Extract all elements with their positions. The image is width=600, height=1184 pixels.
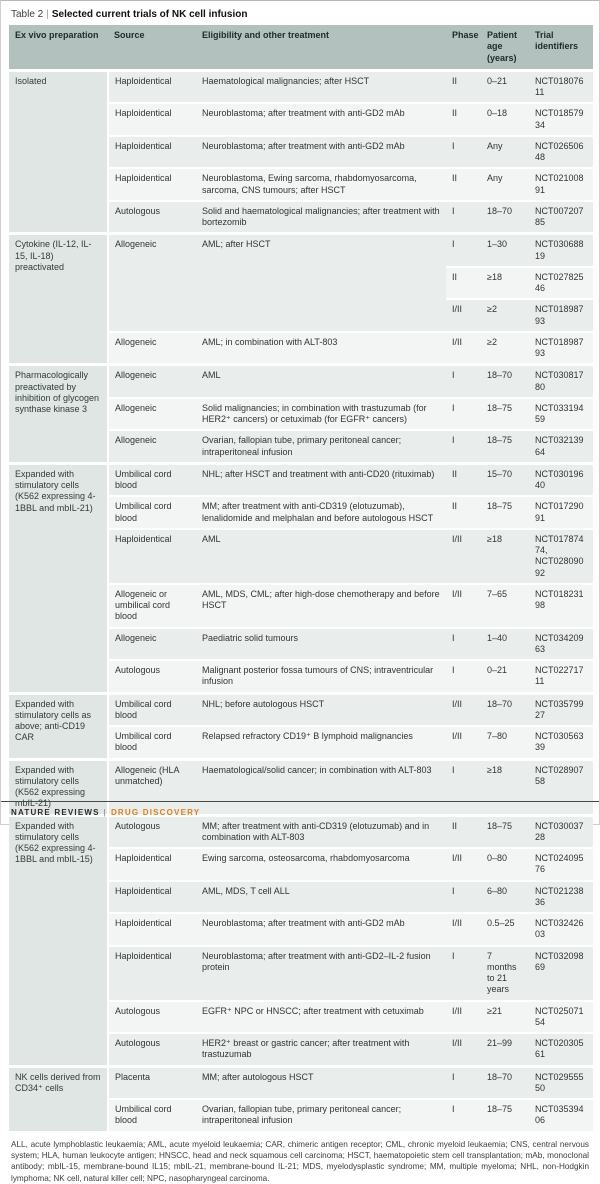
col-header-eligibility: Eligibility and other treatment bbox=[196, 25, 446, 70]
phase-cell: I bbox=[446, 660, 481, 693]
phase-cell: II bbox=[446, 103, 481, 136]
eligibility-cell: NHL; before autologous HSCT bbox=[196, 693, 446, 726]
eligibility-cell: AML bbox=[196, 365, 446, 398]
patient-age-cell: ≥18 bbox=[481, 267, 529, 300]
phase-cell: II bbox=[446, 463, 481, 496]
trial-identifier-cell: NCT02650648 bbox=[529, 136, 593, 169]
col-header-ex-vivo-preparation: Ex vivo preparation bbox=[9, 25, 108, 70]
patient-age-cell: ≥18 bbox=[481, 759, 529, 815]
eligibility-cell: AML, MDS, T cell ALL bbox=[196, 881, 446, 914]
eligibility-cell: NHL; after HSCT and treatment with anti-CD20 (rituximab) bbox=[196, 463, 446, 496]
eligibility-cell: Haematological malignancies; after HSCT bbox=[196, 70, 446, 103]
source-cell: Haploidentical bbox=[108, 136, 196, 169]
phase-cell: I bbox=[446, 365, 481, 398]
eligibility-cell: MM; after treatment with anti-CD319 (elotuzumab), lenalidomide and melphalan and before autologous HSCT bbox=[196, 496, 446, 529]
ex-vivo-preparation-cell: NK cells derived from CD34⁺ cells bbox=[9, 1066, 108, 1132]
col-header-trial-identifiers: Trial identifiers bbox=[529, 25, 593, 70]
trial-identifier-cell: NCT02890758 bbox=[529, 759, 593, 815]
phase-cell: I bbox=[446, 946, 481, 1001]
col-header-patient-age: Patient age (years) bbox=[481, 25, 529, 70]
phase-cell: I bbox=[446, 398, 481, 431]
table-row bbox=[9, 759, 593, 815]
table-row bbox=[9, 815, 593, 848]
patient-age-cell: 18–70 bbox=[481, 693, 529, 726]
source-cell: Haploidentical bbox=[108, 946, 196, 1001]
patient-age-cell: 1–30 bbox=[481, 234, 529, 267]
source-cell: Haploidentical bbox=[108, 70, 196, 103]
patient-age-cell: 18–75 bbox=[481, 815, 529, 848]
eligibility-cell: Relapsed refractory CD19⁺ B lymphoid malignancies bbox=[196, 726, 446, 759]
trial-identifier-cell: NCT03209869 bbox=[529, 946, 593, 1001]
ex-vivo-preparation-cell: Pharmacologically preactivated by inhibition of glycogen synthase kinase 3 bbox=[9, 365, 108, 464]
eligibility-cell: Ovarian, fallopian tube, primary peritoneal cancer; intraperitoneal infusion bbox=[196, 1099, 446, 1132]
source-cell: Haploidentical bbox=[108, 881, 196, 914]
phase-cell: II bbox=[446, 70, 481, 103]
patient-age-cell: 7–65 bbox=[481, 584, 529, 628]
ex-vivo-preparation-cell: Isolated bbox=[9, 70, 108, 234]
patient-age-cell: 0–80 bbox=[481, 848, 529, 881]
source-cell: Umbilical cord blood bbox=[108, 693, 196, 726]
phase-cell: I/II bbox=[446, 848, 481, 881]
phase-cell: I bbox=[446, 234, 481, 267]
trial-identifier-cell: NCT03539406 bbox=[529, 1099, 593, 1132]
trial-identifier-cell: NCT01898793 bbox=[529, 299, 593, 332]
journal-footer bbox=[11, 808, 200, 817]
table-row bbox=[9, 234, 593, 267]
eligibility-cell: Neuroblastoma; after treatment with anti-GD2–IL-2 fusion protein bbox=[196, 946, 446, 1001]
col-header-phase: Phase bbox=[446, 25, 481, 70]
trial-identifier-cell: NCT03056339 bbox=[529, 726, 593, 759]
eligibility-cell: Solid malignancies; in combination with trastuzumab (for HER2⁺ cancers) or cetuximab (for EGFR⁺ cancers) bbox=[196, 398, 446, 431]
trial-identifier-cell: NCT03003728 bbox=[529, 815, 593, 848]
patient-age-cell: ≥2 bbox=[481, 332, 529, 365]
trial-identifier-cell: NCT02782546 bbox=[529, 267, 593, 300]
patient-age-cell: 21–99 bbox=[481, 1033, 529, 1066]
phase-cell: I/II bbox=[446, 726, 481, 759]
source-cell: Umbilical cord blood bbox=[108, 1099, 196, 1132]
phase-cell: II bbox=[446, 496, 481, 529]
eligibility-cell: AML; after HSCT bbox=[196, 234, 446, 332]
eligibility-cell: EGFR⁺ NPC or HNSCC; after treatment with cetuximab bbox=[196, 1001, 446, 1034]
phase-cell: I/II bbox=[446, 913, 481, 946]
trial-identifier-cell: NCT02271711 bbox=[529, 660, 593, 693]
trial-identifier-cell: NCT03242603 bbox=[529, 913, 593, 946]
trial-identifier-cell: NCT02123836 bbox=[529, 881, 593, 914]
footer-separator: | bbox=[100, 808, 111, 817]
source-cell: Haploidentical bbox=[108, 913, 196, 946]
trial-identifier-cell: NCT01857934 bbox=[529, 103, 593, 136]
patient-age-cell: 0.5–25 bbox=[481, 913, 529, 946]
eligibility-cell: Neuroblastoma; after treatment with anti-GD2 mAb bbox=[196, 103, 446, 136]
phase-cell: I bbox=[446, 1066, 481, 1099]
trial-identifier-cell: NCT02507154 bbox=[529, 1001, 593, 1034]
eligibility-cell: HER2⁺ breast or gastric cancer; after treatment with trastuzumab bbox=[196, 1033, 446, 1066]
source-cell: Allogeneic bbox=[108, 332, 196, 365]
phase-cell: I bbox=[446, 628, 481, 661]
patient-age-cell: 0–21 bbox=[481, 660, 529, 693]
source-cell: Umbilical cord blood bbox=[108, 496, 196, 529]
eligibility-cell: MM; after autologous HSCT bbox=[196, 1066, 446, 1099]
source-cell: Autologous bbox=[108, 815, 196, 848]
trial-identifier-cell: NCT02409576 bbox=[529, 848, 593, 881]
trial-identifier-cell: NCT03019640 bbox=[529, 463, 593, 496]
phase-cell: I/II bbox=[446, 1033, 481, 1066]
source-cell: Autologous bbox=[108, 660, 196, 693]
eligibility-cell: Malignant posterior fossa tumours of CNS; intraventricular infusion bbox=[196, 660, 446, 693]
eligibility-cell: Solid and haematological malignancies; after treatment with bortezomib bbox=[196, 201, 446, 234]
col-header-source: Source bbox=[108, 25, 196, 70]
patient-age-cell: ≥21 bbox=[481, 1001, 529, 1034]
source-cell: Haploidentical bbox=[108, 103, 196, 136]
phase-cell: I/II bbox=[446, 1001, 481, 1034]
source-cell: Allogeneic (HLA unmatched) bbox=[108, 759, 196, 815]
trials-table bbox=[9, 25, 593, 1133]
patient-age-cell: 0–21 bbox=[481, 70, 529, 103]
source-cell: Autologous bbox=[108, 201, 196, 234]
patient-age-cell: 18–75 bbox=[481, 398, 529, 431]
eligibility-cell: Paediatric solid tumours bbox=[196, 628, 446, 661]
trial-identifier-cell: NCT02955550 bbox=[529, 1066, 593, 1099]
table-row bbox=[9, 70, 593, 103]
ex-vivo-preparation-cell: Expanded with stimulatory cells (K562 expressing 4-1BBL and mbIL-15) bbox=[9, 815, 108, 1066]
source-cell: Haploidentical bbox=[108, 848, 196, 881]
patient-age-cell: 15–70 bbox=[481, 463, 529, 496]
phase-cell: I/II bbox=[446, 584, 481, 628]
trial-identifier-cell: NCT01729091 bbox=[529, 496, 593, 529]
patient-age-cell: ≥2 bbox=[481, 299, 529, 332]
patient-age-cell: 1–40 bbox=[481, 628, 529, 661]
caption-separator: | bbox=[43, 9, 52, 20]
patient-age-cell: 18–75 bbox=[481, 430, 529, 463]
source-cell: Autologous bbox=[108, 1033, 196, 1066]
trial-identifier-cell: NCT02100891 bbox=[529, 168, 593, 201]
patient-age-cell: 18–75 bbox=[481, 1099, 529, 1132]
phase-cell: I bbox=[446, 136, 481, 169]
table-label: Table 2 bbox=[11, 9, 43, 20]
eligibility-cell: Neuroblastoma, Ewing sarcoma, rhabdomyosarcoma, sarcoma, CNS tumours; after HSCT bbox=[196, 168, 446, 201]
trial-identifier-cell: NCT02030561 bbox=[529, 1033, 593, 1066]
eligibility-cell: Haematological/solid cancer; in combination with ALT-803 bbox=[196, 759, 446, 815]
patient-age-cell: 6–80 bbox=[481, 881, 529, 914]
eligibility-cell: Neuroblastoma; after treatment with anti-GD2 mAb bbox=[196, 136, 446, 169]
trial-identifier-cell: NCT03081780 bbox=[529, 365, 593, 398]
phase-cell: II bbox=[446, 815, 481, 848]
source-cell: Allogeneic bbox=[108, 365, 196, 398]
patient-age-cell: 7–80 bbox=[481, 726, 529, 759]
source-cell: Allogeneic bbox=[108, 234, 196, 332]
patient-age-cell: ≥18 bbox=[481, 529, 529, 584]
trial-identifier-cell: NCT01787474, NCT02809092 bbox=[529, 529, 593, 584]
ex-vivo-preparation-cell: Expanded with stimulatory cells as above; anti-CD19 CAR bbox=[9, 693, 108, 759]
table-caption bbox=[9, 6, 591, 25]
ex-vivo-preparation-cell: Expanded with stimulatory cells (K562 expressing mbIL-21) bbox=[9, 759, 108, 815]
ex-vivo-preparation-cell: Cytokine (IL-12, IL-15, IL-18) preactivated bbox=[9, 234, 108, 365]
ex-vivo-preparation-cell: Expanded with stimulatory cells (K562 expressing 4-1BBL and mbIL-21) bbox=[9, 463, 108, 693]
trial-identifier-cell: NCT00720785 bbox=[529, 201, 593, 234]
phase-cell: I bbox=[446, 1099, 481, 1132]
abbreviations-footnote: ALL, acute lymphoblastic leukaemia; AML, acute myeloid leukaemia; CAR, chimeric antigen receptor; CML, chronic myeloid leukaemia; CNS, central nervous system; HLA, human leukocyte antigen; HNSCC, head and neck squamous cell carcinoma; HSCT, haematopoietic stem cell transplantation; mAb, monoclonal antibody; mbIL-15, membrane-bound IL15; mbIL-21, membrane-bound IL-21; MDS, myelodysplastic syndrome; MM, multiple myeloma; NHL, non-Hodgkin lymphoma; NK cell, natural killer cell; NPC, nasopharyngeal carcinoma. bbox=[9, 1133, 591, 1184]
phase-cell: I/II bbox=[446, 693, 481, 726]
phase-cell: II bbox=[446, 267, 481, 300]
source-cell: Placenta bbox=[108, 1066, 196, 1099]
trial-identifier-cell: NCT03068819 bbox=[529, 234, 593, 267]
source-cell: Umbilical cord blood bbox=[108, 726, 196, 759]
source-cell: Allogeneic bbox=[108, 430, 196, 463]
eligibility-cell: AML bbox=[196, 529, 446, 584]
phase-cell: I/II bbox=[446, 529, 481, 584]
source-cell: Haploidentical bbox=[108, 168, 196, 201]
trial-identifier-cell: NCT01898793 bbox=[529, 332, 593, 365]
source-cell: Allogeneic bbox=[108, 398, 196, 431]
source-cell: Autologous bbox=[108, 1001, 196, 1034]
journal-name: NATURE REVIEWS bbox=[11, 808, 100, 817]
phase-cell: I bbox=[446, 201, 481, 234]
table-row bbox=[9, 463, 593, 496]
patient-age-cell: 18–75 bbox=[481, 496, 529, 529]
source-cell: Haploidentical bbox=[108, 529, 196, 584]
journal-section: DRUG DISCOVERY bbox=[111, 808, 200, 817]
trial-identifier-cell: NCT03213964 bbox=[529, 430, 593, 463]
eligibility-cell: MM; after treatment with anti-CD319 (elotuzumab) and in combination with ALT-803 bbox=[196, 815, 446, 848]
trial-identifier-cell: NCT01807611 bbox=[529, 70, 593, 103]
trial-identifier-cell: NCT03319459 bbox=[529, 398, 593, 431]
trial-identifier-cell: NCT03579927 bbox=[529, 693, 593, 726]
trial-identifier-cell: NCT01823198 bbox=[529, 584, 593, 628]
phase-cell: I/II bbox=[446, 299, 481, 332]
source-cell: Allogeneic bbox=[108, 628, 196, 661]
table-title: Selected current trials of NK cell infusion bbox=[52, 9, 248, 20]
footer-rule bbox=[1, 801, 599, 802]
phase-cell: II bbox=[446, 168, 481, 201]
patient-age-cell: 7 months to 21 years bbox=[481, 946, 529, 1001]
table-row bbox=[9, 1066, 593, 1099]
patient-age-cell: 18–70 bbox=[481, 365, 529, 398]
header-row bbox=[9, 25, 593, 70]
eligibility-cell: Ovarian, fallopian tube, primary peritoneal cancer; intraperitoneal infusion bbox=[196, 430, 446, 463]
patient-age-cell: Any bbox=[481, 168, 529, 201]
eligibility-cell: Ewing sarcoma, osteosarcoma, rhabdomyosarcoma bbox=[196, 848, 446, 881]
eligibility-cell: AML, MDS, CML; after high-dose chemotherapy and before HSCT bbox=[196, 584, 446, 628]
patient-age-cell: 18–70 bbox=[481, 1066, 529, 1099]
phase-cell: I/II bbox=[446, 332, 481, 365]
phase-cell: I bbox=[446, 759, 481, 815]
eligibility-cell: AML; in combination with ALT-803 bbox=[196, 332, 446, 365]
patient-age-cell: Any bbox=[481, 136, 529, 169]
patient-age-cell: 18–70 bbox=[481, 201, 529, 234]
eligibility-cell: Neuroblastoma; after treatment with anti-GD2 mAb bbox=[196, 913, 446, 946]
phase-cell: I bbox=[446, 430, 481, 463]
source-cell: Allogeneic or umbilical cord blood bbox=[108, 584, 196, 628]
table-row bbox=[9, 365, 593, 398]
table-row bbox=[9, 693, 593, 726]
patient-age-cell: 0–18 bbox=[481, 103, 529, 136]
trial-identifier-cell: NCT03420963 bbox=[529, 628, 593, 661]
source-cell: Umbilical cord blood bbox=[108, 463, 196, 496]
phase-cell: I bbox=[446, 881, 481, 914]
